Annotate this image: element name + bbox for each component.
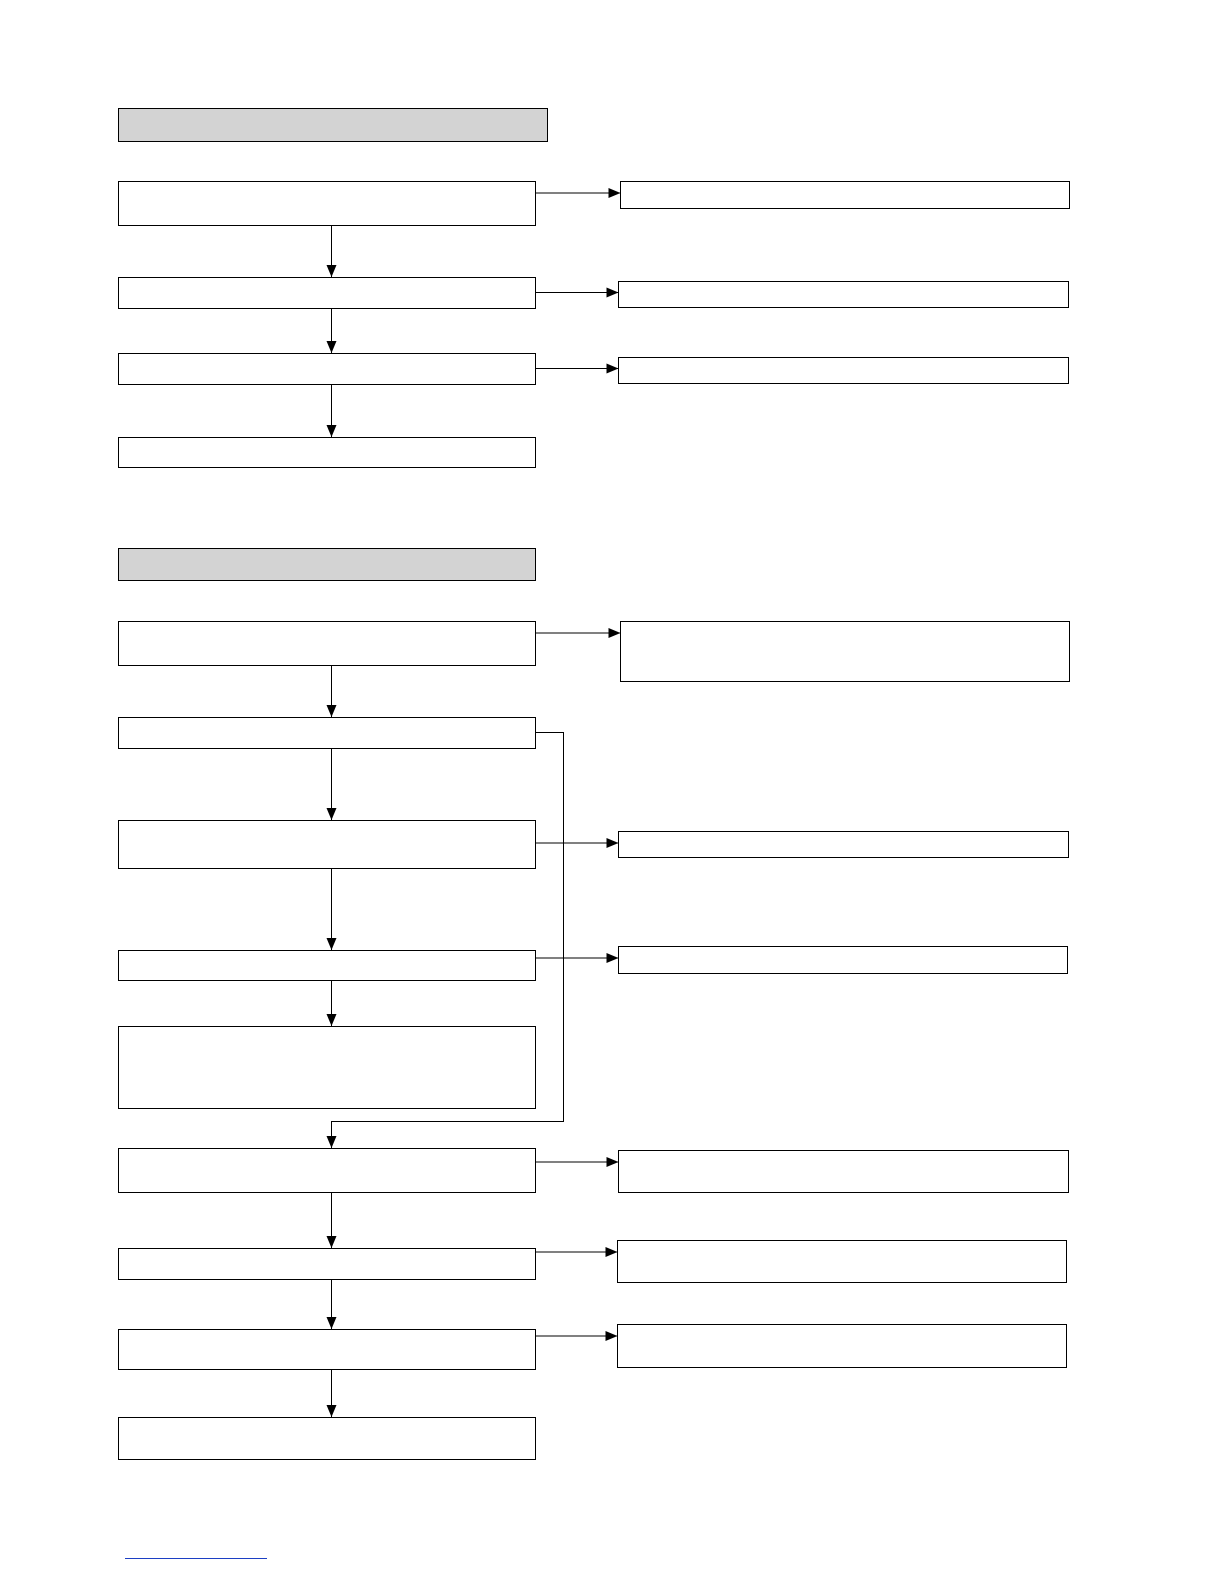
s2-step-1-box-frame [119, 622, 536, 666]
s1-step-2-box [119, 278, 536, 309]
s2-step-9-box [119, 1418, 536, 1460]
s2-step-3-box-frame [119, 821, 536, 869]
s1-step-1-result-box-frame [621, 182, 1070, 209]
s1-step-2-box-frame [119, 278, 536, 309]
section-1-header [119, 109, 548, 142]
s2-step-1-result-box-frame [621, 622, 1070, 682]
s1-step-1-box [119, 182, 536, 226]
s2-step-9-box-frame [119, 1418, 536, 1460]
s2-step-7-box-frame [119, 1249, 536, 1280]
s2-step-2-box [119, 718, 536, 749]
s2-step-7-box [119, 1249, 536, 1280]
s2-step-5-box-frame [119, 1027, 536, 1109]
s2-step-1-result-box [621, 622, 1070, 682]
s1-step-4-box-frame [119, 438, 536, 468]
footer-rule [125, 1558, 267, 1559]
section-2-header-frame [119, 549, 536, 581]
s2-step-7-result-box [618, 1241, 1067, 1283]
s2-step-4-box [119, 951, 536, 981]
s1-step-2-result-box [619, 282, 1069, 308]
s2-step-6-result-box-frame [619, 1151, 1069, 1193]
s2-step-6-box [119, 1149, 536, 1193]
s2-step-8-box [119, 1330, 536, 1370]
section-2-header [119, 549, 536, 581]
s1-step-2-result-box-frame [619, 282, 1069, 308]
s1-step-4-box [119, 438, 536, 468]
s2-step-2-box-frame [119, 718, 536, 749]
s1-step-3-box-frame [119, 354, 536, 385]
s2-step-3-result-box-frame [619, 832, 1069, 858]
s2-step-5-box [119, 1027, 536, 1109]
s2-step-6-box-frame [119, 1149, 536, 1193]
s2-step-3-result-box [619, 832, 1069, 858]
s2-step-8-result-box-frame [618, 1325, 1067, 1368]
s1-step-3-result-box-frame [619, 358, 1069, 384]
s1-step-1-box-frame [119, 182, 536, 226]
s2-step-4-result-box-frame [619, 947, 1068, 974]
s2-step-8-box-frame [119, 1330, 536, 1370]
s2-step-4-box-frame [119, 951, 536, 981]
s2-step-7-result-box-frame [618, 1241, 1067, 1283]
s2-step-4-result-box [619, 947, 1068, 974]
s2-step-1-box [119, 622, 536, 666]
s2-step-3-box [119, 821, 536, 869]
s1-step-3-result-box [619, 358, 1069, 384]
s2-step-6-result-box [619, 1151, 1069, 1193]
s1-step-3-box [119, 354, 536, 385]
s1-step-1-result-box [621, 182, 1070, 209]
s2-step-8-result-box [618, 1325, 1067, 1368]
section-1-header-frame [119, 109, 548, 142]
